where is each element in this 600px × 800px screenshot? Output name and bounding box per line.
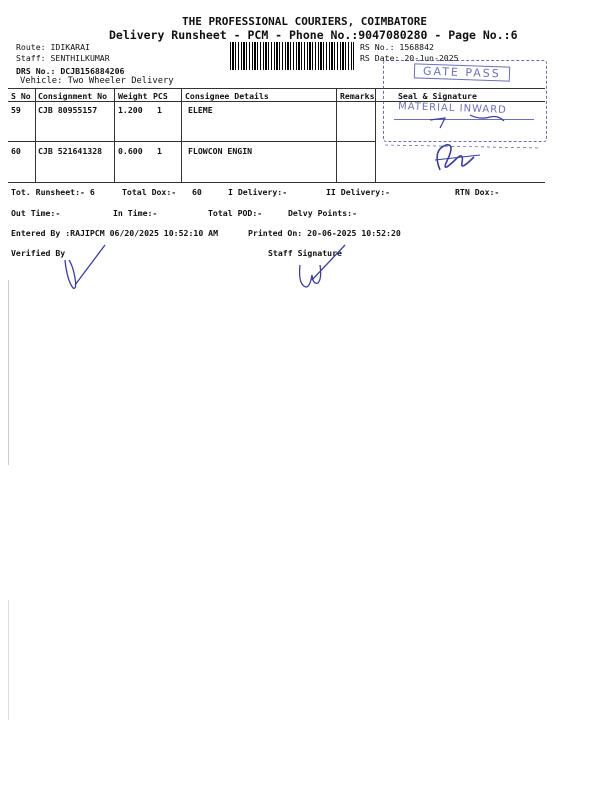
header-pcs: PCS <box>153 91 168 101</box>
verified-by-label: Verified By <box>11 248 66 258</box>
out-time-label: Out Time:- <box>11 208 61 218</box>
tot-runsheet: Tot. Runsheet:- 6 <box>11 187 95 197</box>
header-sno: S No <box>11 91 31 101</box>
in-time-label: In Time:- <box>113 208 158 218</box>
row-pcs: 1 <box>157 146 162 156</box>
row-consignment: CJB 80955157 <box>38 105 98 115</box>
route-label: Route: IDIKARAI <box>16 42 90 52</box>
row-weight: 0.600 <box>118 146 143 156</box>
total-dox-label: Total Dox:- <box>122 187 177 197</box>
delvy-points-label: Delvy Points:- <box>288 208 358 218</box>
rtn-dox-label: RTN Dox:- <box>455 187 500 197</box>
ii-delivery-label: II Delivery:- <box>326 187 391 197</box>
vehicle-label: Vehicle: Two Wheeler Delivery <box>20 76 174 86</box>
col-divider <box>114 88 115 182</box>
row-consignment: CJB 521641328 <box>38 146 103 156</box>
row-sno: 60 <box>11 146 21 156</box>
row-consignee: ELEME <box>188 105 213 115</box>
row-pcs: 1 <box>157 105 162 115</box>
col-divider <box>336 88 337 182</box>
header-weight: Weight <box>118 91 148 101</box>
company-name: THE PROFESSIONAL COURIERS, COIMBATORE <box>182 15 428 28</box>
header-seal-signature: Seal & Signature <box>398 91 477 101</box>
row-consignee: FLOWCON ENGIN <box>188 146 253 156</box>
material-inward-text: MATERIAL INWARD <box>397 101 508 116</box>
header-consignee: Consignee Details <box>185 91 269 101</box>
row-divider <box>8 141 375 142</box>
printed-on: Printed On: 20-06-2025 10:52:20 <box>248 228 401 238</box>
i-delivery-label: I Delivery:- <box>228 187 288 197</box>
entered-by: Entered By :RAJIPCM 06/20/2025 10:52:10 AM <box>11 228 219 238</box>
col-divider <box>375 88 376 182</box>
col-divider <box>35 88 36 182</box>
barcode <box>230 42 354 70</box>
rs-number: RS No.: 1568842 <box>360 42 434 52</box>
row-weight: 1.200 <box>118 105 143 115</box>
rs-date: RS Date: 20-Jun-2025 <box>360 53 459 63</box>
header-remarks: Remarks <box>340 91 375 101</box>
staff-label: Staff: SENTHILKUMAR <box>16 53 110 63</box>
verified-by-signature <box>55 240 115 295</box>
row-sno: 59 <box>11 105 21 115</box>
staff-signature-label: Staff Signature <box>268 248 342 258</box>
scan-edge-mark <box>8 280 9 465</box>
scan-edge-mark <box>8 600 9 720</box>
total-pod-label: Total POD:- <box>208 208 263 218</box>
total-dox-value: 60 <box>192 187 202 197</box>
col-divider <box>181 88 182 182</box>
header-consignment: Consignment No <box>38 91 108 101</box>
seal-signature-scribbles <box>380 100 550 185</box>
gate-pass-text: GATE PASS <box>414 63 510 81</box>
drs-number: DRS No.: DCJB156884206 <box>16 66 125 76</box>
document-subtitle: Delivery Runsheet - PCM - Phone No.:9047080280 - Page No.:6 <box>109 28 518 42</box>
staff-signature <box>290 240 350 295</box>
